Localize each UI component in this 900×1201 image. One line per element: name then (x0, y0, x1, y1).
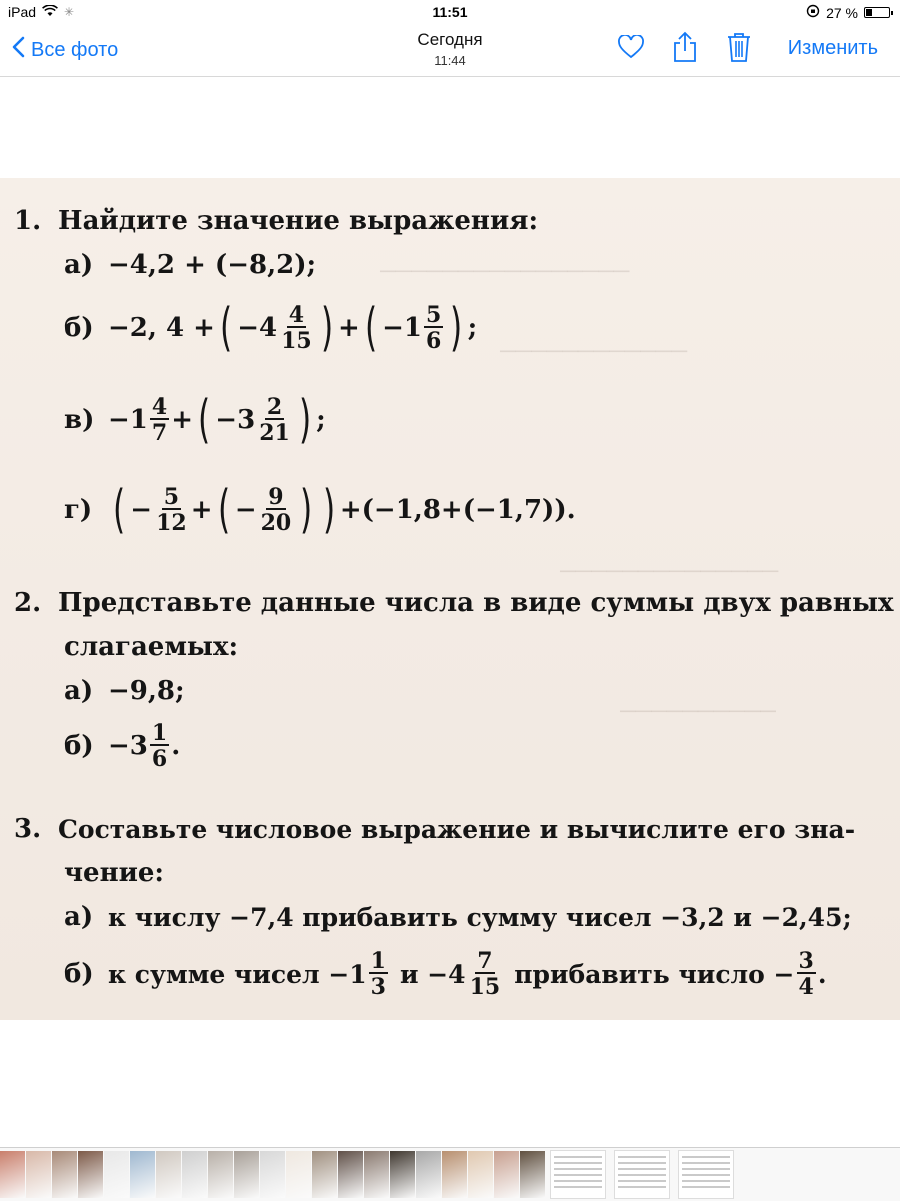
paren-left: ( (113, 480, 126, 540)
photo-thumbnail[interactable] (104, 1151, 129, 1198)
task-heading-text: Найдите значение выражения: (58, 206, 539, 236)
task-heading-text: Представьте данные числа в виде суммы двух равных (58, 588, 894, 618)
task-1-item-g (64, 480, 576, 540)
battery-icon (864, 7, 890, 18)
photo-thumbnail[interactable] (26, 1151, 51, 1198)
paren-right: ) (298, 390, 312, 450)
fraction: 4 7 (151, 394, 168, 446)
photo-thumbnail[interactable] (416, 1151, 441, 1198)
expr-part: −2, 4 + (108, 313, 215, 343)
item-expression: к числу −7,4 прибавить сумму чисел −3,2 и −2,45; (108, 902, 852, 932)
task-2-heading-cont (64, 632, 238, 662)
textbook-page (0, 178, 900, 1020)
item-label: в) (64, 405, 95, 435)
photo-thumbnail[interactable] (390, 1151, 415, 1198)
thumbnail-strip[interactable] (0, 1147, 900, 1201)
task-2-item-b (64, 722, 180, 770)
expr-part: −4 (237, 313, 278, 343)
favorite-button[interactable] (614, 32, 648, 66)
task-number: 3. (14, 814, 42, 844)
expr-end: . (817, 959, 827, 989)
photo-thumbnail[interactable] (312, 1151, 337, 1198)
device-name: iPad (8, 4, 37, 20)
photo-thumbnail[interactable] (520, 1151, 545, 1198)
task-1-item-a (64, 250, 316, 280)
photo-thumbnail[interactable] (442, 1151, 467, 1198)
photo-thumbnail[interactable] (208, 1151, 233, 1198)
paren-left: ( (217, 480, 230, 540)
share-icon (672, 31, 698, 68)
item-label: а) (64, 250, 94, 280)
status-time: 11:51 (432, 4, 468, 20)
task-heading-text: чение: (64, 858, 165, 888)
paren-left: ( (364, 298, 378, 358)
task-3-heading-cont (64, 858, 164, 888)
bleed-through-texture: ──────────────── (380, 258, 630, 283)
item-label: г) (64, 495, 93, 525)
task-1-item-v (64, 390, 326, 450)
task-3-heading (14, 814, 855, 844)
share-button[interactable] (668, 32, 702, 66)
photo-thumbnail[interactable] (130, 1151, 155, 1198)
bleed-through-texture: ──────────── (500, 338, 688, 363)
task-3-item-b (64, 950, 827, 998)
fraction: 2 21 (259, 394, 290, 446)
status-bar (0, 0, 900, 24)
item-label: а) (64, 676, 94, 706)
fraction: 1 6 (151, 720, 168, 772)
task-2-item-a (64, 676, 185, 706)
expr-part: −3 (108, 731, 148, 761)
expr-part: − (130, 495, 153, 525)
fraction: 5 6 (426, 302, 442, 354)
photo-thumbnail[interactable] (364, 1151, 389, 1198)
expr-part: + (171, 405, 193, 435)
photo-thumbnail[interactable] (182, 1151, 207, 1198)
photo-thumbnail[interactable] (286, 1151, 311, 1198)
photo-thumbnail[interactable] (494, 1151, 519, 1198)
photo-thumbnail[interactable] (614, 1150, 670, 1199)
fraction: 4 15 (281, 302, 312, 354)
bleed-through-texture: ────────────── (560, 558, 779, 583)
orientation-lock-icon (806, 4, 820, 21)
task-heading-text: Составьте числовое выражение и вычислите его зна- (58, 814, 856, 844)
fraction: 1 3 (370, 948, 386, 1000)
fraction: $\frac{5}{12}$ (156, 484, 187, 536)
nav-subtitle: 11:44 (434, 53, 466, 68)
expr-part: прибавить число − (514, 959, 795, 989)
expr-part: +(−1,8+(−1,7)) (339, 495, 567, 525)
expr-part: −3 (215, 405, 256, 435)
task-number: 1. (14, 206, 42, 236)
task-3-item-a (64, 902, 852, 932)
edit-button[interactable]: Изменить (787, 37, 878, 59)
paren-left: ( (219, 298, 233, 358)
trash-icon (726, 31, 752, 68)
photo-thumbnail[interactable] (52, 1151, 77, 1198)
task-1-item-b (64, 298, 478, 358)
task-2-heading (14, 588, 894, 618)
item-label: б) (64, 959, 94, 989)
photo-thumbnail[interactable] (678, 1150, 734, 1199)
photo-thumbnail[interactable] (0, 1151, 25, 1198)
activity-spinner-icon: ✳ (64, 5, 75, 19)
expr-part: + (190, 495, 213, 525)
fraction: $\frac{3}{4}$ (798, 948, 814, 1000)
delete-button[interactable] (722, 32, 756, 66)
expr-end: ; (316, 405, 326, 435)
paren-right: ) (320, 298, 333, 358)
expr-end: . (566, 495, 576, 525)
expr-part: −1 (108, 405, 148, 435)
photo-thumbnail[interactable] (156, 1151, 181, 1198)
task-number: 2. (14, 588, 42, 618)
paren-right: ) (322, 480, 335, 540)
photo-thumbnail[interactable] (260, 1151, 285, 1198)
back-button-label: Все фото (31, 38, 119, 61)
expr-part: + (338, 313, 360, 343)
expr-part: к сумме чисел −1 (108, 959, 367, 989)
photo-view[interactable] (0, 178, 900, 1020)
photo-thumbnail[interactable] (234, 1151, 259, 1198)
item-expression: −4,2 + (−8,2); (108, 250, 317, 280)
fraction: 7 15 (469, 948, 501, 1000)
photo-thumbnail[interactable] (338, 1151, 363, 1198)
task-1-heading (14, 206, 538, 236)
fraction: $\frac{9}{20}$ (260, 484, 292, 536)
item-label: б) (64, 731, 94, 761)
nav-title-block (0, 30, 900, 68)
photo-thumbnail[interactable] (78, 1151, 103, 1198)
paren-right: ) (450, 298, 463, 358)
expr-part: и −4 (399, 959, 466, 989)
bleed-through-texture: ────────── (620, 698, 776, 723)
expr-part: − (234, 495, 257, 525)
photo-thumbnail[interactable] (468, 1151, 493, 1198)
heart-icon (617, 35, 645, 64)
item-label: а) (64, 902, 94, 932)
expr-end: . (171, 731, 181, 761)
item-label: б) (64, 313, 94, 343)
photo-thumbnail[interactable] (550, 1150, 606, 1199)
item-expression: −9,8; (108, 676, 185, 706)
expr-end: ; (467, 313, 478, 343)
nav-title: Сегодня (417, 30, 483, 49)
paren-right: ) (300, 480, 313, 540)
task-heading-text: слагаемых: (64, 632, 239, 662)
battery-percent: 27 % (826, 4, 858, 21)
paren-left: ( (198, 390, 211, 450)
expr-part: −1 (382, 313, 423, 343)
navigation-bar (0, 24, 900, 77)
